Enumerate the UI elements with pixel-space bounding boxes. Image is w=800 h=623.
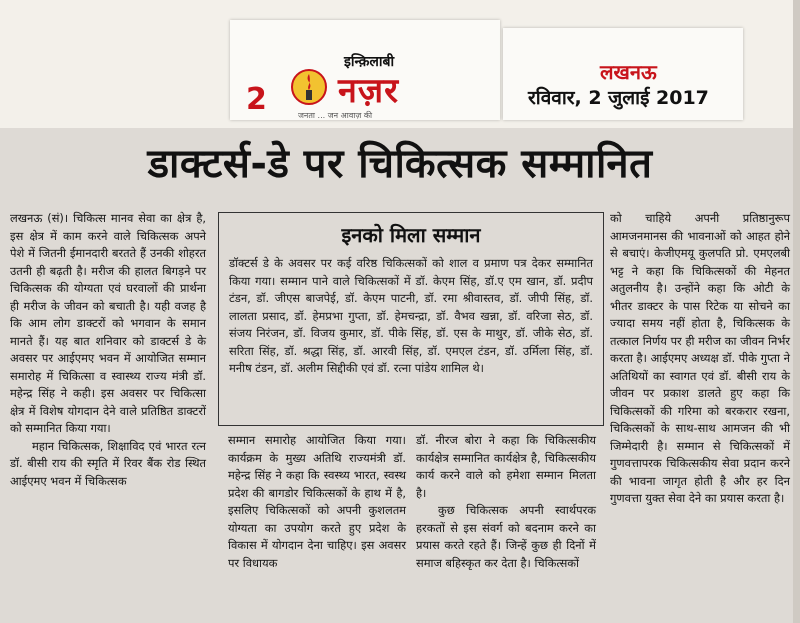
page-number: 2 — [246, 82, 267, 117]
scan-edge — [793, 0, 800, 623]
paragraph: महान चिकित्सक, शिक्षाविद एवं भारत रत्न डॉ. बीसी राय की स्मृति में रिवर बैंक रोड स्थित आईएमए भवन में चिकित्सक — [10, 438, 206, 488]
article-column-2 — [228, 432, 406, 572]
newspaper-masthead — [0, 0, 800, 128]
torch-emblem-icon — [290, 68, 328, 106]
paragraph: डॉ. नीरज बोरा ने कहा कि चिकित्सकीय कार्यक्षेत्र सम्मानित कार्यक्षेत्र है, चिकित्सकीय कार्य करने वाले को हमेशा सम्मान मिलता है। — [416, 433, 596, 500]
article-headline: डाक्टर्स-डे पर चिकित्सक सम्मानित — [147, 141, 653, 187]
honorees-box — [218, 212, 604, 426]
paragraph: कुछ चिकित्सक अपनी स्वार्थपरक हरकतों से इस संवर्ग को बदनाम करने का प्रयास करते रहते हैं। जिन्हें कुछ ही दिनों में समाज बहिस्कृत कर देता है। चिकित्सकों — [416, 503, 596, 570]
article-column-1 — [10, 210, 206, 490]
article-column-3 — [416, 432, 596, 572]
newspaper-logo — [290, 52, 480, 120]
logo-main-text: नज़र — [338, 71, 400, 111]
paragraph: को चाहिये अपनी प्रतिष्ठानुरूप आमजनमानस की भावनाओं को आहत होने से बचाएं। केजीएमयू कुलपति प्रो. एमएलबी भट्ट ने कहा कि चिकित्सकों की मेहनत अतुलनीय है। उन्होंने कहा कि ओटी के भीतर डाक्टर के पास रिटेक या सोचने का ज्यादा समय नहीं होता है, चिकित्सक के तत्काल निर्णय पर ही मरीज का जीवन निर्भर करता है। आईएमए अध्यक्ष डॉ. पीके गुप्ता ने अतिथियों का स्वागत एवं डॉ. बीसी राय के जीवन पर प्रकाश डालते हुए कहा कि चिकित्सकों की गरिमा को बरकरार रखना, चिकित्सकों के साथ-साथ आमजन की भी जिम्मेदारी है। सम्मान से चिकित्सकों में गुणवत्तापरक चिकित्सकीय सेवा प्रदान करने की भावना जागृत होती है और हर दिन गुणवत्ता युक्त सेवा देने का प्रयास करता है। — [610, 211, 790, 505]
logo-top-text: इन्क़िलाबी — [344, 54, 395, 70]
logo-tagline: जनता ... जन आवाज़ की — [298, 111, 373, 120]
honorees-list: डॉक्टर्स डे के अवसर पर कई वरिष्ठ चिकित्सकों को शाल व प्रमाण पत्र देकर सम्मानित किया गया। सम्मान पाने वाले चिकित्सकों में डॉ. केएम सिंह, डॉ.ए एम खान, डॉ. प्रदीप टंडन, डॉ. जीएस बाजपेई, डॉ. केएम पाटनी, डॉ. रमा श्रीवास्तव, डॉ. जीपी सिंह, डॉ. लालता प्रसाद, डॉ. हेमप्रभा गुप्ता, डॉ. हेमचन्द्रा, डॉ. वैभव खन्ना, डॉ. वरिजा सेठ, डॉ. संजय निरंजन, डॉ. विजय कुमार, डॉ. पीके सिंह, डॉ. एस के माथुर, डॉ. जीके सेठ, डॉ. सरिता सिंह, डॉ. श्रद्धा सिंह, डॉ. आरवी सिंह, डॉ. एमएल टंडन, डॉ. उर्मिला सिंह, डॉ. मनीष टंडन, डॉ. अलीम सिद्दीकी एवं डॉ. रत्ना पांडेय शामिल थे। — [229, 256, 593, 375]
article-column-4 — [610, 210, 790, 508]
city-label: लखनऊ — [600, 60, 657, 84]
paragraph: सम्मान समारोह आयोजित किया गया। कार्यक्रम के मुख्य अतिथि राज्यमंत्री डॉ. महेन्द्र सिंह ने कहा कि स्वस्थ्य भारत, स्वस्थ प्रदेश की बागडोर चिकित्सकों के हाथ में है, इसलिए चिकित्सकों को अपनी कुशलतम योग्यता का उपयोग करते हुए प्रदेश के विकास में योगदान देना चाहिए। इस अवसर पर विधायक — [228, 433, 406, 570]
issue-date: रविवार, 2 जुलाई 2017 — [528, 87, 709, 109]
paragraph: लखनऊ (सं)। चिकित्स मानव सेवा का क्षेत्र है, इस क्षेत्र में काम करने वाले चिकित्सक अपने पेशे में जितनी ईमानदारी बरतते हैं उनकी शोहरत उतनी ही बढ़ती है। मरीज की हालत बिगड़ने पर चिकित्सक की योग्यता एवं घरवालों की प्रार्थना ही मरीज के जीवन को बचाती है। यही वजह है कि आम लोग डाक्टरों को भगवान के समान मानते हैं। यह बात शनिवार को डाक्टर्स डे के अवसर पर आईएमए भवन में आयोजित सम्मान समारोह में चिकित्सा व स्वास्थ्य राज्य मंत्री डॉ. महेन्द्र सिंह ने कही। इस अवसर पर चिकित्सा क्षेत्र में विशेष योगदान देने वाले प्रतिष्ठित डाक्टरों को सम्मानित किया गया। — [10, 211, 206, 435]
honorees-title: इनको मिला सम्मान — [341, 223, 481, 247]
